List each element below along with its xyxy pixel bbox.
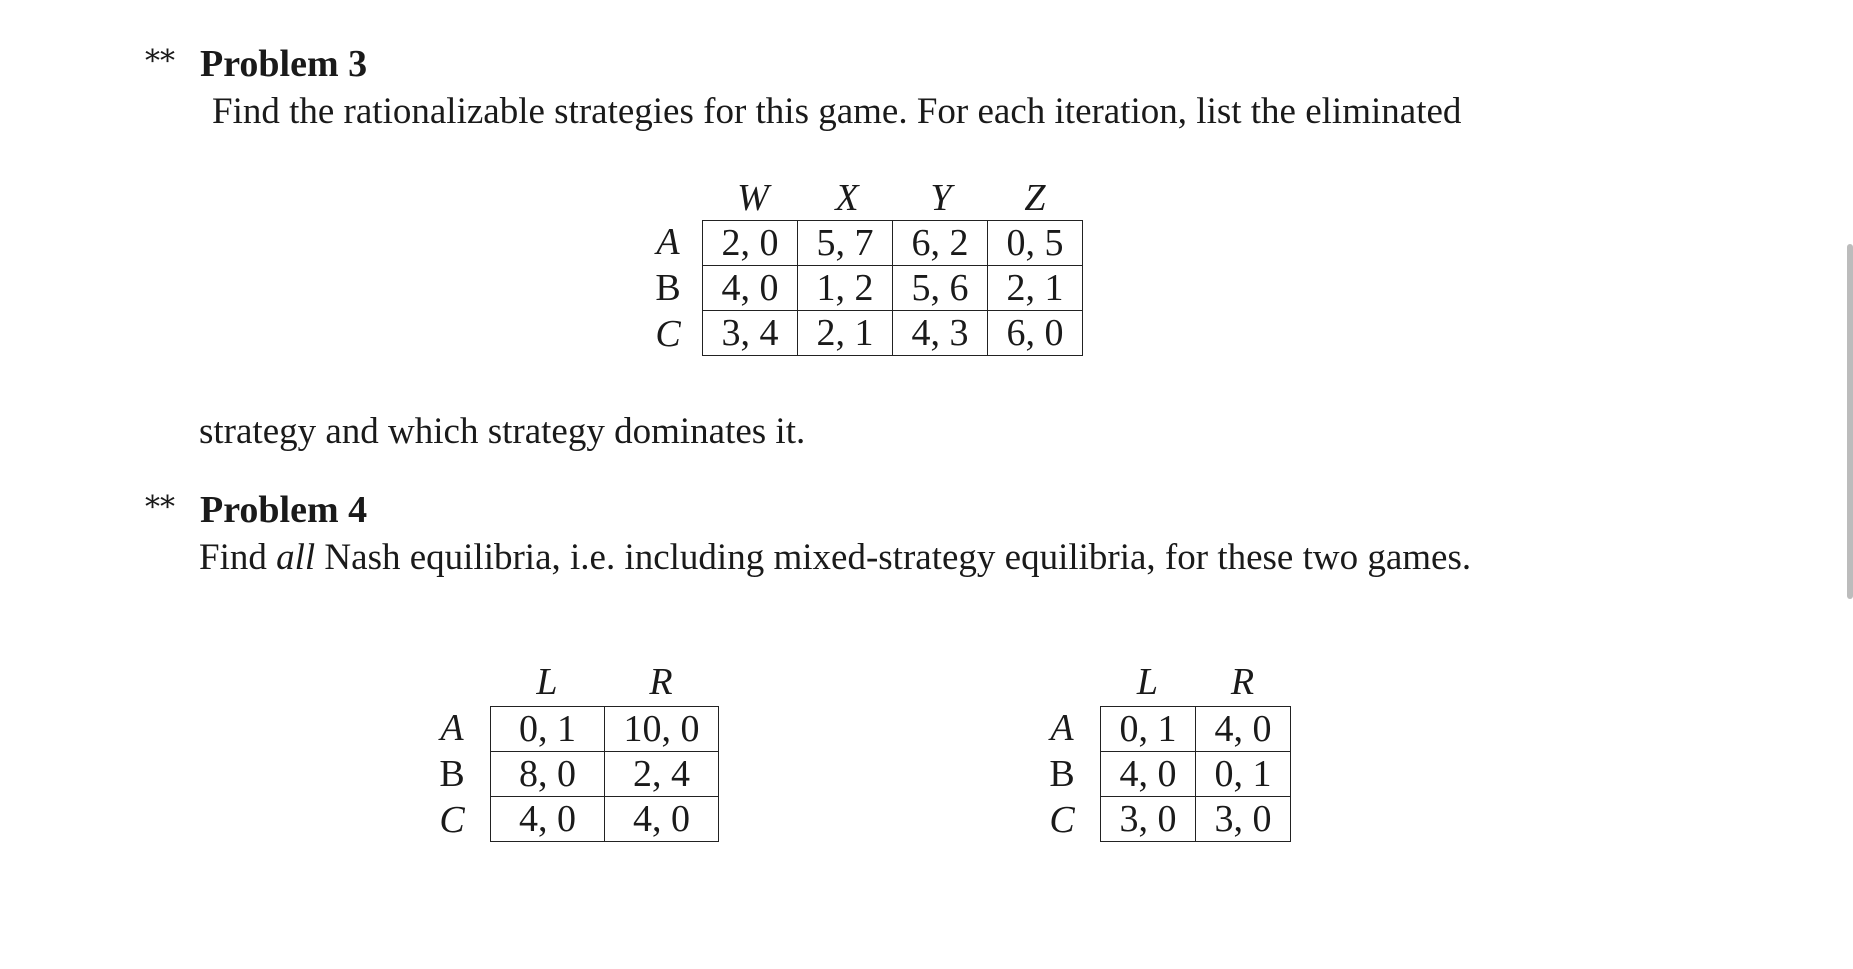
row-label: B bbox=[655, 267, 681, 309]
payoff-matrix bbox=[1100, 706, 1291, 842]
table-row bbox=[491, 797, 719, 842]
problem-4-intro-end: Nash equilibria, i.e. including mixed-strategy equilibria, for these two games. bbox=[315, 537, 1472, 578]
payoff-cell: 0, 1 bbox=[491, 707, 605, 752]
problem-4-game-2 bbox=[1040, 660, 1340, 850]
payoff-cell: 2, 0 bbox=[703, 221, 798, 266]
payoff-cell: 4, 3 bbox=[893, 311, 988, 356]
payoff-cell: 2, 1 bbox=[988, 266, 1083, 311]
table-row bbox=[491, 707, 719, 752]
problem-3-intro: Find the rationalizable strategies for this game. For each iteration, list the eliminated bbox=[212, 91, 1462, 132]
problem-4-title: Problem 4 bbox=[200, 489, 368, 531]
column-label: L bbox=[1136, 661, 1159, 703]
row-label: A bbox=[440, 707, 464, 749]
problem-3-title: Problem 3 bbox=[200, 43, 368, 85]
payoff-cell: 4, 0 bbox=[1196, 707, 1291, 752]
payoff-cell: 5, 6 bbox=[893, 266, 988, 311]
row-label: C bbox=[655, 313, 681, 355]
row-label: C bbox=[1049, 799, 1075, 841]
payoff-cell: 8, 0 bbox=[491, 752, 605, 797]
column-label: X bbox=[835, 177, 859, 219]
table-row bbox=[1101, 797, 1291, 842]
problem-3-stars: ** bbox=[145, 44, 175, 79]
payoff-cell: 4, 0 bbox=[605, 797, 719, 842]
payoff-matrix bbox=[702, 220, 1083, 356]
problem-3-game bbox=[640, 176, 1090, 366]
column-label: L bbox=[536, 661, 558, 703]
payoff-cell: 3, 4 bbox=[703, 311, 798, 356]
payoff-cell: 4, 0 bbox=[491, 797, 605, 842]
row-label: C bbox=[439, 799, 465, 841]
payoff-cell: 0, 1 bbox=[1196, 752, 1291, 797]
payoff-cell: 3, 0 bbox=[1101, 797, 1196, 842]
payoff-cell: 5, 7 bbox=[798, 221, 893, 266]
table-row bbox=[703, 266, 1083, 311]
problem-4-stars: ** bbox=[145, 490, 175, 525]
payoff-matrix bbox=[490, 706, 719, 842]
row-label: A bbox=[656, 221, 680, 263]
payoff-cell: 4, 0 bbox=[703, 266, 798, 311]
payoff-cell: 2, 1 bbox=[798, 311, 893, 356]
payoff-cell: 6, 0 bbox=[988, 311, 1083, 356]
payoff-cell: 3, 0 bbox=[1196, 797, 1291, 842]
column-label: Z bbox=[1024, 177, 1046, 219]
row-label: B bbox=[439, 753, 465, 795]
payoff-cell: 2, 4 bbox=[605, 752, 719, 797]
payoff-cell: 6, 2 bbox=[893, 221, 988, 266]
table-row bbox=[1101, 707, 1291, 752]
payoff-cell: 0, 1 bbox=[1101, 707, 1196, 752]
payoff-cell: 4, 0 bbox=[1101, 752, 1196, 797]
payoff-cell: 1, 2 bbox=[798, 266, 893, 311]
vertical-scrollbar[interactable] bbox=[1847, 244, 1853, 599]
column-label: W bbox=[737, 177, 769, 219]
table-row bbox=[1101, 752, 1291, 797]
problem-4-game-1 bbox=[430, 660, 730, 850]
problem-4-intro-start: Find bbox=[199, 537, 277, 578]
row-label: A bbox=[1050, 707, 1074, 749]
problem-4-intro bbox=[199, 536, 1471, 579]
table-row bbox=[491, 752, 719, 797]
problem-3-continuation: strategy and which strategy dominates it. bbox=[199, 411, 806, 452]
row-label: B bbox=[1049, 753, 1075, 795]
column-label: R bbox=[649, 661, 673, 703]
payoff-cell: 10, 0 bbox=[605, 707, 719, 752]
payoff-cell: 0, 5 bbox=[988, 221, 1083, 266]
table-row bbox=[703, 311, 1083, 356]
column-label: R bbox=[1230, 661, 1255, 703]
problem-4-intro-emphasis: all bbox=[276, 537, 316, 578]
table-row bbox=[703, 221, 1083, 266]
column-label: Y bbox=[930, 177, 952, 219]
